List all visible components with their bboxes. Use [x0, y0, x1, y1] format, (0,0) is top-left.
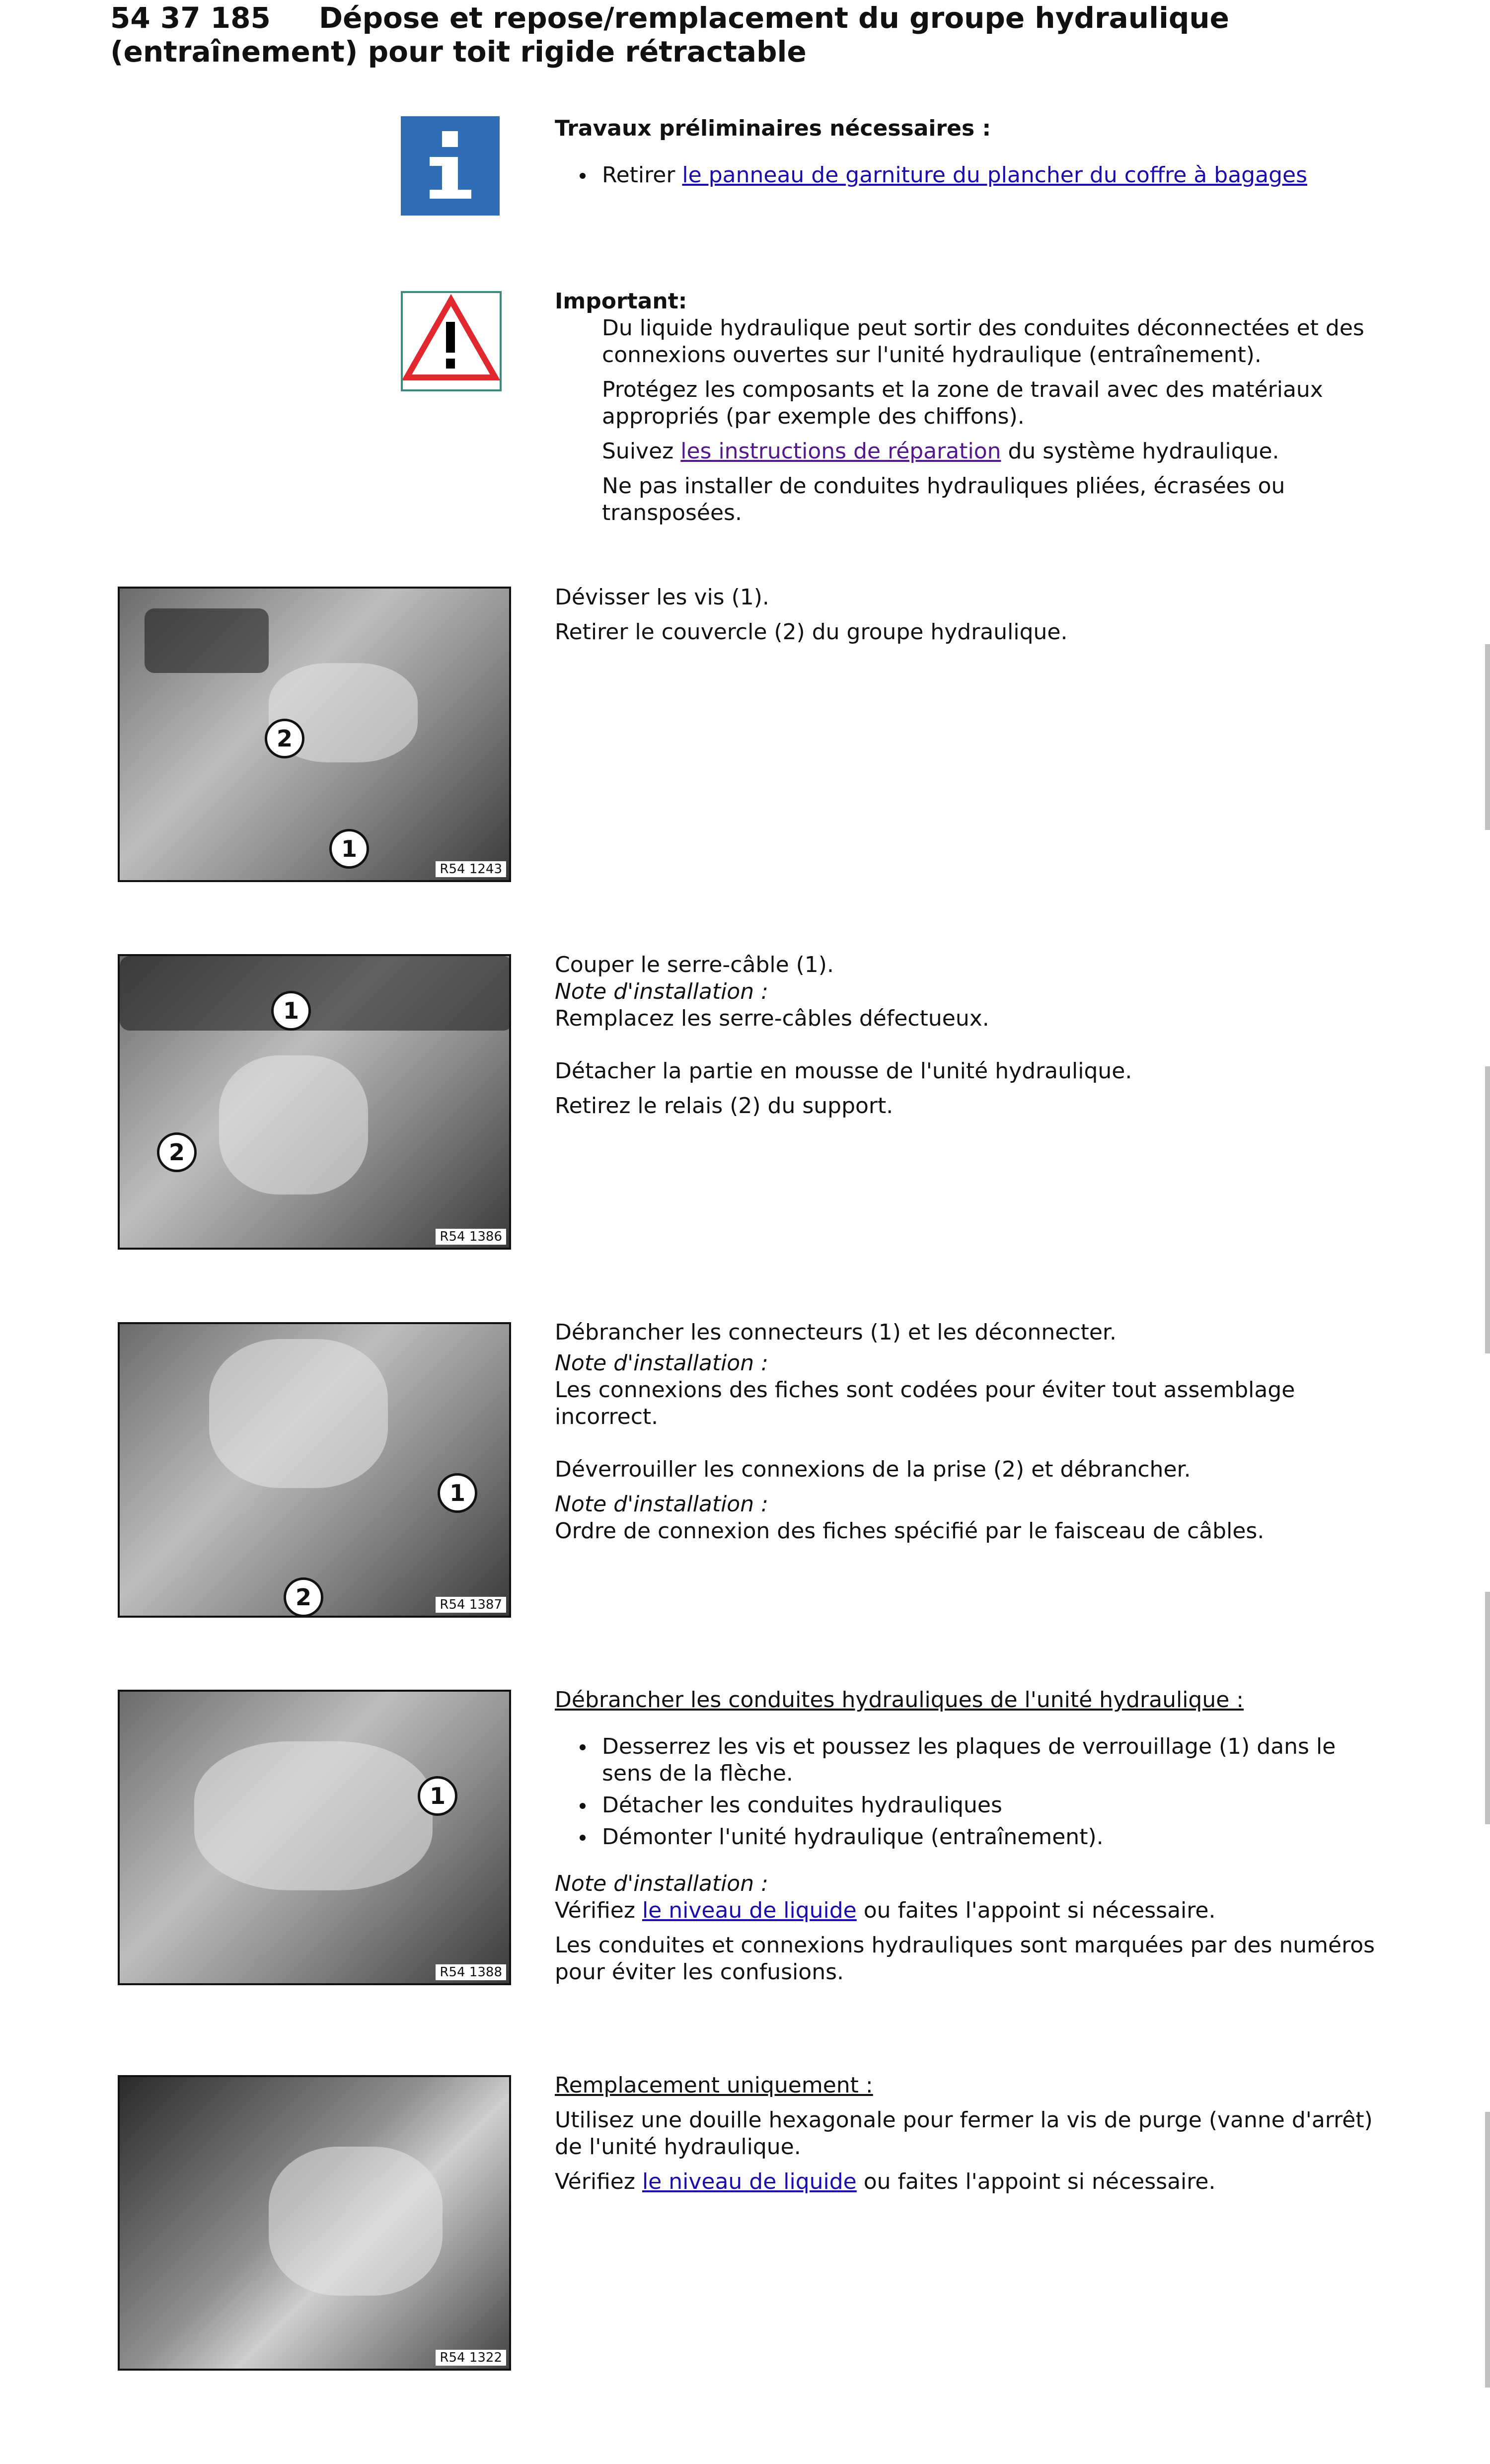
prelim-heading: Travaux préliminaires nécessaires : [555, 116, 991, 141]
scrollbar-marker[interactable] [1485, 644, 1490, 830]
list-item: Détacher les conduites hydrauliques [555, 1792, 1389, 1819]
step-4-text: Débrancher les conduites hydrauliques de l'unité hydraulique : Desserrez les vis et poussez les plaques de verrouillage (1) dans le sens de la flèche. Détacher les conduites hydrauliques Démonter l'unité hydraulique (entraînement). Note d'installation : Vérifiez le niveau de liquide ou faites l'appoint si nécessaire. Les conduites et connexions hydrauliques sont marquées par des numéros pour éviter les confusions. [555, 1687, 1389, 1986]
callout-1: 1 [271, 991, 311, 1031]
image-ref: R54 1243 [436, 861, 506, 877]
list-item: Retirer le panneau de garniture du plancher du coffre à bagages [555, 162, 1389, 189]
step-4-image [118, 1690, 511, 1985]
callout-1: 1 [438, 1473, 477, 1513]
step-5-image [118, 2075, 511, 2371]
prelim-section [555, 115, 1389, 189]
scrollbar-marker[interactable] [1485, 1592, 1490, 1824]
step-1-image [118, 587, 511, 882]
callout-2: 2 [157, 1132, 197, 1172]
page-title: 54 37 185 Dépose et repose/remplacement du groupe hydraulique (entraînement) pour toit rigide rétractable [110, 1, 1229, 69]
step-3-text: Débrancher les connecteurs (1) et les déconnecter. Note d'installation : Les connexions des fiches sont codées pour éviter tout assemblage incorrect. Déverrouiller les connexions de la prise (2) et débrancher. Note d'installation : Ordre de connexion des fiches spécifié par le faisceau de câbles. [555, 1320, 1295, 1544]
repair-instructions-link[interactable]: les instructions de réparation [680, 439, 1001, 464]
callout-2: 2 [265, 719, 304, 758]
callout-1: 1 [418, 1776, 457, 1816]
scrollbar-marker[interactable] [1485, 1066, 1490, 1353]
warning-icon [401, 291, 502, 391]
fluid-level-link[interactable]: le niveau de liquide [642, 1898, 857, 1923]
info-icon [401, 116, 500, 216]
image-ref: R54 1387 [436, 1597, 506, 1613]
step-1-text: Dévisser les vis (1). Retirer le couvercle (2) du groupe hydraulique. [555, 585, 1068, 645]
important-section: Important: Du liquide hydraulique peut sortir des conduites déconnectées et des connexions ouvertes sur l'unité hydraulique (entraînement). Protégez les composants et la zone de travail avec des matériaux appropriés (par exemple des chiffons). Suivez les instructions de réparation du système hydraulique. Ne pas installer de conduites hydrauliques pliées, écrasées ou transposées. [555, 289, 1364, 525]
step-2-text: Couper le serre-câble (1). Note d'installation : Remplacez les serre-câbles défectueux. Détacher la partie en mousse de l'unité hydraulique. Retirez le relais (2) du support. [555, 952, 1132, 1119]
scrollbar-marker[interactable] [1485, 2112, 1490, 2388]
image-ref: R54 1386 [436, 1229, 506, 1245]
callout-1: 1 [329, 829, 369, 869]
list-item: Desserrez les vis et poussez les plaques de verrouillage (1) dans le sens de la flèche. [555, 1733, 1389, 1787]
step-5-text: Remplacement uniquement : Utilisez une douille hexagonale pour fermer la vis de purge (vanne d'arrêt) de l'unité hydraulique. Vérifiez le niveau de liquide ou faites l'appoint si nécessaire. [555, 2073, 1373, 2194]
fluid-level-link[interactable]: le niveau de liquide [642, 2169, 857, 2194]
image-ref: R54 1388 [436, 1964, 506, 1980]
list-item: Démonter l'unité hydraulique (entraînement). [555, 1824, 1389, 1851]
step-3-image [118, 1322, 511, 1618]
image-ref: R54 1322 [436, 2350, 506, 2366]
trim-panel-link[interactable]: le panneau de garniture du plancher du coffre à bagages [682, 162, 1307, 188]
callout-2: 2 [284, 1577, 323, 1617]
step-2-image [118, 954, 511, 1250]
